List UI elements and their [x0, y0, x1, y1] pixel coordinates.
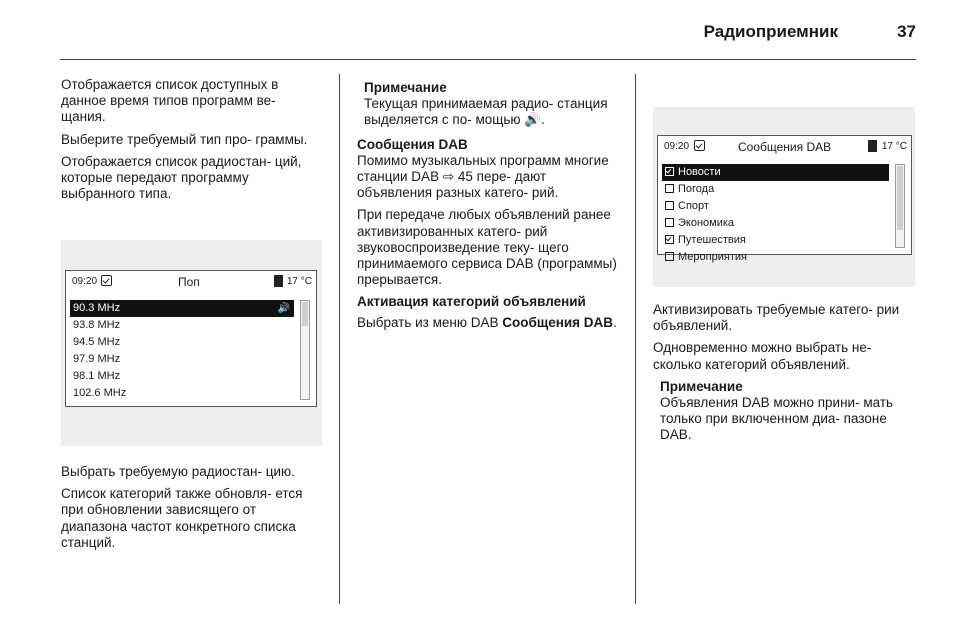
column-1-lower: [61, 464, 323, 557]
note-title: Примечание: [364, 80, 447, 95]
category-label: Спорт: [678, 200, 709, 212]
checkbox-checked-icon: [665, 167, 674, 176]
paragraph: Отображается список доступных в данное время типов программ ве‐ щания.: [61, 77, 279, 125]
note-title: Примечание: [660, 378, 743, 394]
station-item[interactable]: 98.1 MHz: [73, 370, 121, 382]
radio-station-list-figure: [61, 240, 322, 446]
paragraph: Выберите требуемый тип про‐ граммы.: [61, 131, 308, 147]
category-label: Путешествия: [678, 234, 746, 246]
checkmark-icon: [101, 275, 112, 286]
scrollbar[interactable]: [895, 164, 905, 248]
category-item-selected[interactable]: [662, 164, 889, 181]
paragraph: Список категорий также обновля‐ ется при обновлении зависящего от диапазона частот конкретного списка станций.: [61, 486, 303, 550]
section-heading: Сообщения DAB: [357, 136, 468, 152]
category-item[interactable]: [662, 215, 889, 232]
temperature: 17 °C: [286, 276, 312, 287]
station-item[interactable]: 97.9 MHz: [73, 353, 121, 365]
station-item[interactable]: 94.5 MHz: [73, 336, 121, 348]
category-list: [662, 164, 889, 266]
paragraph: Одновременно можно выбрать не‐ сколько категорий объявлений.: [653, 340, 872, 372]
scrollbar[interactable]: [300, 300, 310, 400]
category-label: Новости: [678, 166, 721, 178]
checkbox-checked-icon: [665, 235, 674, 244]
station-label: 90.3 MHz: [73, 302, 121, 314]
checkbox-icon: [665, 184, 674, 193]
paragraph: Активизировать требуемые катего‐ рии объявлений.: [653, 302, 900, 334]
text-run: Выбрать из меню DAB: [357, 314, 503, 330]
column-1: [61, 77, 323, 208]
screen-title: Сообщения DAB: [738, 140, 832, 154]
column-3: [653, 302, 919, 452]
category-item[interactable]: [662, 249, 889, 266]
screen-title: Поп: [178, 275, 200, 289]
section-title: Радиоприемник: [703, 22, 838, 41]
status-bar: [66, 271, 316, 293]
note-text: Объявления DAB можно прини‐ мать только при включенном диа‐ пазоне DAB.: [660, 395, 894, 443]
thermometer-icon: [868, 140, 877, 152]
category-label: Погода: [678, 183, 715, 195]
category-label: Экономика: [678, 217, 735, 229]
scroll-thumb[interactable]: [897, 166, 903, 230]
station-item[interactable]: 93.8 MHz: [73, 319, 121, 331]
header-divider: [60, 59, 916, 60]
checkbox-icon: [665, 218, 674, 227]
display-screen: [657, 135, 912, 263]
paragraph: [357, 315, 619, 331]
category-label: Мероприятия: [678, 251, 747, 263]
station-item[interactable]: 102.6 MHz: [73, 387, 127, 399]
note-box: [357, 80, 619, 129]
clock-time: 09:20: [664, 141, 690, 152]
clock-time: 09:20: [72, 276, 98, 287]
temperature: 17 °C: [881, 141, 907, 152]
text-run: .: [613, 314, 617, 330]
scroll-thumb[interactable]: [302, 302, 308, 326]
column-divider-2: [635, 74, 636, 604]
page-number: 37: [897, 22, 916, 41]
checkbox-icon: [665, 201, 674, 210]
checkbox-icon: [665, 252, 674, 261]
paragraph: Выбрать требуемую радиостан‐ цию.: [61, 464, 295, 479]
dab-announcements-figure: [653, 107, 915, 287]
speaker-icon: 🔊: [277, 303, 290, 314]
note-text: Текущая принимаемая радио‐ станция выделяется с по‐ мощью 🔊.: [364, 96, 608, 128]
category-item[interactable]: [662, 181, 889, 198]
note-box: [653, 379, 919, 444]
column-2: [357, 80, 619, 337]
paragraph: При передаче любых объявлений ранее активизированных катего‐ рий звуковоспроизведение теку‐ щего принимаемого сервиса DAB (программы) прерывается.: [357, 207, 617, 288]
column-divider-1: [339, 74, 340, 604]
thermometer-icon: [274, 275, 283, 287]
section-heading: Активация категорий объявлений: [357, 294, 586, 310]
menu-reference: Сообщения DAB: [502, 314, 614, 330]
paragraph: Помимо музыкальных программ многие станции DAB ⇨ 45 пере‐ дают объявления разных катего‐ рий.: [357, 152, 609, 201]
checkmark-icon: [694, 140, 705, 151]
category-item[interactable]: [662, 198, 889, 215]
station-list: [70, 300, 294, 402]
page-header: [60, 18, 916, 58]
status-bar: [658, 136, 911, 158]
paragraph: Отображается список радиостан‐ ций, которые передают программу выбранного типа.: [61, 153, 302, 202]
category-item[interactable]: [662, 232, 889, 249]
display-screen: [65, 270, 317, 407]
station-item-selected[interactable]: [70, 300, 294, 317]
